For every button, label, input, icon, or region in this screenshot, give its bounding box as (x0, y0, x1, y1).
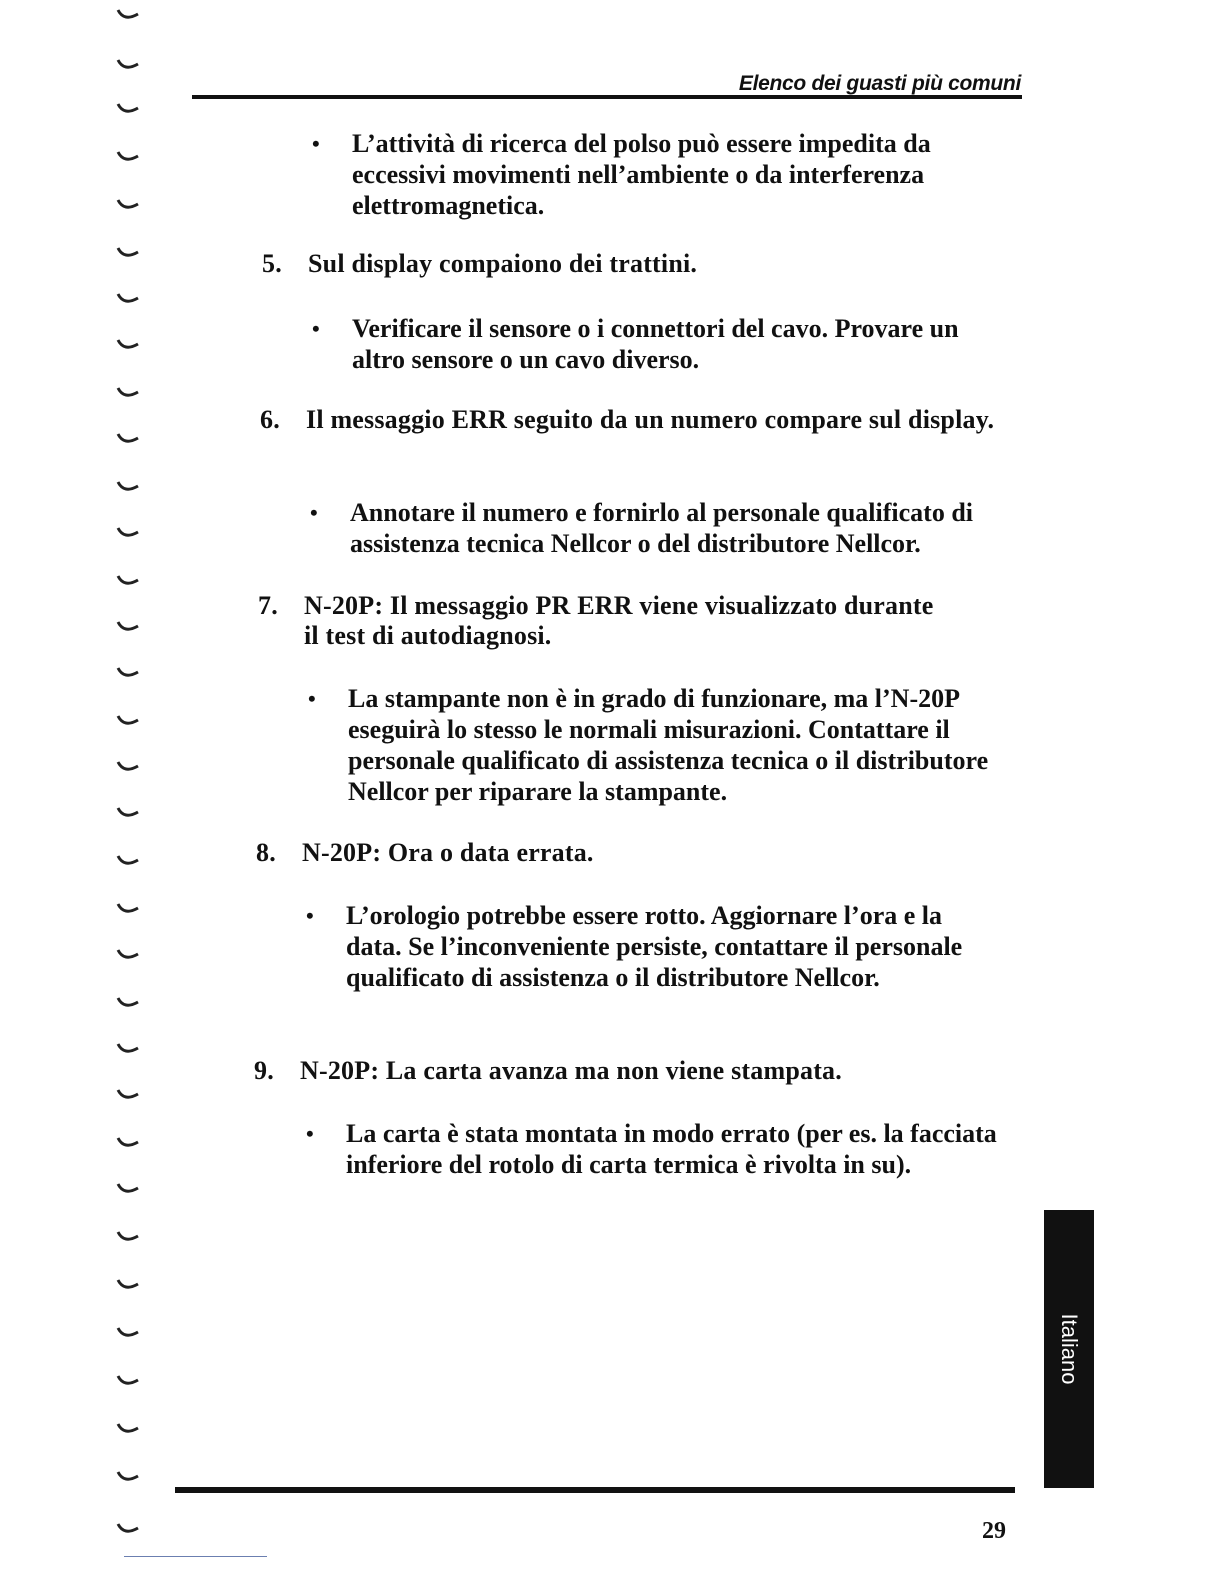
bullet-icon: • (312, 131, 320, 156)
binding-mark-icon (116, 1042, 142, 1056)
binding-mark-icon (116, 526, 142, 540)
footer-rule (175, 1487, 1015, 1493)
binding-mark-icon (116, 386, 142, 400)
binding-mark-icon (116, 1470, 142, 1484)
binding-mark-icon (116, 948, 142, 962)
section-title: N-20P: Ora o data errata. (302, 838, 594, 867)
binding-mark-icon (116, 574, 142, 588)
section-title: Il messaggio ERR seguito da un numero compare sul display. (306, 405, 995, 434)
binding-mark-icon (116, 1230, 142, 1244)
binding-mark-icon (116, 292, 142, 306)
list-item (308, 683, 1013, 807)
binding-mark-icon (116, 102, 142, 116)
binding-mark-icon (116, 854, 142, 868)
section-number: 6. (260, 405, 280, 434)
section-number: 9. (254, 1056, 274, 1085)
list-item (312, 128, 992, 221)
binding-mark-icon (116, 1522, 142, 1536)
binding-mark-icon (116, 1326, 142, 1340)
scan-edge-line (124, 1556, 267, 1557)
binding-mark-icon (116, 620, 142, 634)
section-number: 8. (256, 838, 276, 867)
binding-mark-icon (116, 432, 142, 446)
section-heading (260, 405, 1016, 435)
binding-mark-icon (116, 1374, 142, 1388)
binding-mark-icon (116, 1088, 142, 1102)
section-heading (258, 591, 944, 651)
binding-mark-icon (116, 1136, 142, 1150)
bullet-text: L’orologio potrebbe essere rotto. Aggiornare l’ora e la data. Se l’inconveniente persiste, contattare il personale qualificato di assistenza o il distributore Nellcor. (346, 901, 963, 992)
section-number: 7. (258, 591, 278, 620)
language-side-tab (1044, 1210, 1094, 1488)
bullet-icon: • (306, 1121, 314, 1146)
section-heading (262, 249, 1008, 279)
section-title: N-20P: La carta avanza ma non viene stampata. (300, 1056, 842, 1085)
binding-mark-icon (116, 666, 142, 680)
binding-mark-icon (116, 58, 142, 72)
list-item (310, 497, 1020, 559)
bullet-text: Annotare il numero e fornirlo al personale qualificato di assistenza tecnica Nellcor o del distributore Nellcor. (350, 498, 974, 558)
section-heading (256, 838, 1002, 868)
binding-mark-icon (116, 150, 142, 164)
binding-mark-icon (116, 338, 142, 352)
section-heading (254, 1056, 1010, 1086)
binding-mark-icon (116, 246, 142, 260)
binding-mark-icon (116, 1422, 142, 1436)
header-rule (192, 95, 1022, 99)
binding-mark-icon (116, 198, 142, 212)
binding-mark-icon (116, 902, 142, 916)
binding-mark-icon (116, 1278, 142, 1292)
list-item (312, 313, 1012, 375)
list-item (306, 1118, 1006, 1180)
binding-mark-icon (116, 996, 142, 1010)
bullet-text: Verificare il sensore o i connettori del cavo. Provare un altro sensore o un cavo diverso. (352, 314, 959, 374)
page-number: 29 (982, 1518, 1006, 1544)
bullet-text: La stampante non è in grado di funzionare, ma l’N-20P eseguirà lo stesso le normali misurazioni. Contattare il personale qualificato di assistenza tecnica o il distributore Nellcor per riparare la stampante. (348, 684, 989, 806)
binding-mark-icon (116, 8, 142, 22)
section-number: 5. (262, 249, 282, 278)
bullet-icon: • (308, 686, 316, 711)
binding-mark-icon (116, 760, 142, 774)
section-title: Sul display compaiono dei trattini. (308, 249, 698, 278)
binding-mark-icon (116, 1182, 142, 1196)
section-title: N-20P: Il messaggio PR ERR viene visualizzato durante il test di autodiagnosi. (304, 591, 934, 650)
binding-mark-icon (116, 806, 142, 820)
binding-mark-icon (116, 714, 142, 728)
bullet-text: La carta è stata montata in modo errato (per es. la facciata inferiore del rotolo di carta termica è rivolta in su). (346, 1119, 997, 1179)
side-tab-label: Italiano (1057, 1313, 1082, 1385)
bullet-icon: • (312, 316, 320, 341)
binding-marks (112, 0, 142, 1584)
bullet-icon: • (306, 903, 314, 928)
running-header-title: Elenco dei guasti più comuni (738, 72, 1021, 95)
bullet-text: L’attività di ricerca del polso può essere impedita da eccessivi movimenti nell’ambiente o da interferenza elettromagnetica. (352, 129, 931, 220)
list-item (306, 900, 986, 993)
binding-mark-icon (116, 480, 142, 494)
bullet-icon: • (310, 500, 318, 525)
